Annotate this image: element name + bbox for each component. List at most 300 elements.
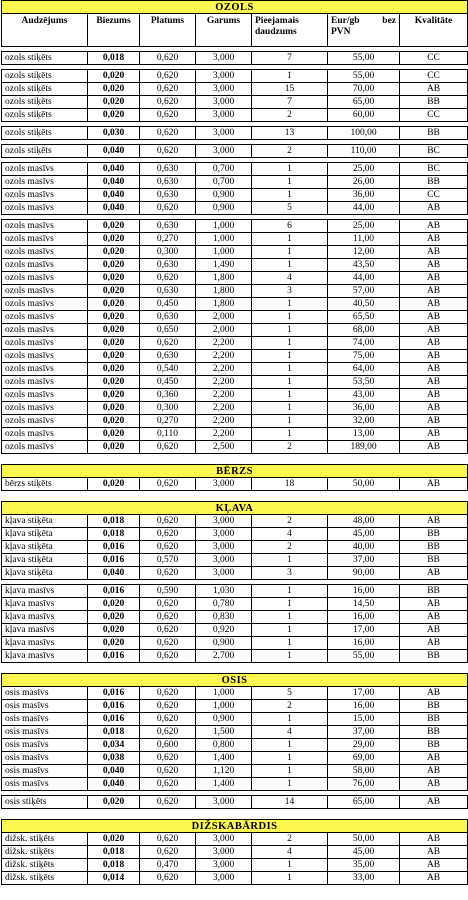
thickness-cell: 0,020 [88,441,140,454]
thickness-cell: 0,020 [88,637,140,650]
qty-cell: 2 [252,145,328,158]
length-cell: 3,000 [196,859,252,872]
table-row [2,752,468,765]
length-cell: 3,000 [196,83,252,96]
length-cell: 3,000 [196,127,252,140]
grade-cell: AB [400,202,468,215]
price-cell: 64,00 [328,363,400,376]
thickness-cell: 0,034 [88,739,140,752]
price-cell: 43,00 [328,389,400,402]
grade-cell: AB [400,324,468,337]
price-cell: 189,00 [328,441,400,454]
table-row [2,478,468,491]
price-header-part: PVN [331,27,351,37]
grade-cell: BB [400,127,468,140]
species-cell: dižsk. stiķēts [2,833,88,846]
species-cell: osis masīvs [2,752,88,765]
table-row [2,598,468,611]
thickness-cell: 0,018 [88,859,140,872]
table-row [2,233,468,246]
grade-cell: AB [400,298,468,311]
qty-cell: 1 [252,259,328,272]
width-cell: 0,570 [140,554,196,567]
price-cell: 70,00 [328,83,400,96]
qty-cell: 1 [252,752,328,765]
thickness-cell: 0,016 [88,650,140,663]
length-cell: 0,800 [196,739,252,752]
section-spacer [2,809,468,820]
price-cell: 16,00 [328,585,400,598]
table-row [2,109,468,122]
grade-cell: CC [400,109,468,122]
qty-cell: 1 [252,650,328,663]
species-cell: ozols masīvs [2,189,88,202]
grade-cell: BB [400,528,468,541]
table-row [2,189,468,202]
length-cell: 1,030 [196,585,252,598]
width-cell: 0,620 [140,833,196,846]
thickness-cell: 0,040 [88,567,140,580]
thickness-cell: 0,020 [88,83,140,96]
price-cell: 55,00 [328,650,400,663]
grade-cell: AB [400,611,468,624]
species-cell: osis stiķēts [2,796,88,809]
thickness-cell: 0,020 [88,350,140,363]
section-title-row [2,1,468,14]
price-cell: 58,00 [328,765,400,778]
length-cell: 2,200 [196,428,252,441]
thickness-cell: 0,018 [88,726,140,739]
price-cell: 37,00 [328,726,400,739]
length-cell: 0,920 [196,624,252,637]
qty-cell: 5 [252,202,328,215]
width-cell: 0,620 [140,567,196,580]
species-header: Audzējums [2,14,88,47]
width-cell: 0,300 [140,402,196,415]
length-cell: 1,000 [196,700,252,713]
price-cell: 55,00 [328,70,400,83]
grade-cell: AB [400,478,468,491]
species-cell: osis masīvs [2,726,88,739]
species-cell: ozols masīvs [2,285,88,298]
table-row [2,202,468,215]
species-cell: ozols masīvs [2,324,88,337]
species-cell: ozols masīvs [2,246,88,259]
table-row [2,363,468,376]
table-row [2,611,468,624]
price-cell: 17,00 [328,687,400,700]
spacer-cell [2,491,468,502]
width-cell: 0,630 [140,350,196,363]
qty-cell: 1 [252,585,328,598]
table-row [2,246,468,259]
length-cell: 2,700 [196,650,252,663]
table-row [2,324,468,337]
table-row [2,220,468,233]
qty-cell: 1 [252,311,328,324]
qty-cell: 1 [252,298,328,311]
price-cell: 69,00 [328,752,400,765]
price-list-table [1,0,468,885]
thickness-cell: 0,040 [88,145,140,158]
species-cell: ozols masīvs [2,363,88,376]
length-cell: 2,200 [196,402,252,415]
table-row [2,528,468,541]
thickness-cell: 0,020 [88,246,140,259]
length-cell: 2,000 [196,324,252,337]
species-cell: ozols masīvs [2,163,88,176]
table-row [2,700,468,713]
qty-cell: 1 [252,337,328,350]
qty-cell: 2 [252,109,328,122]
width-cell: 0,620 [140,541,196,554]
grade-cell: BB [400,585,468,598]
price-cell: 37,00 [328,554,400,567]
species-cell: kļava masīvs [2,624,88,637]
width-header: Platums [140,14,196,47]
table-row [2,376,468,389]
grade-cell: AB [400,796,468,809]
qty-cell: 4 [252,846,328,859]
species-cell: ozols masīvs [2,202,88,215]
length-cell: 1,000 [196,246,252,259]
price-cell: 44,00 [328,272,400,285]
thickness-cell: 0,020 [88,833,140,846]
width-cell: 0,650 [140,324,196,337]
grade-cell: AB [400,83,468,96]
grade-cell: AB [400,259,468,272]
price-cell: 57,00 [328,285,400,298]
grade-cell: CC [400,52,468,65]
length-cell: 3,000 [196,109,252,122]
price-cell: 43,50 [328,259,400,272]
grade-cell: AB [400,598,468,611]
table-row [2,389,468,402]
price-cell: 25,00 [328,220,400,233]
grade-cell: AB [400,350,468,363]
qty-cell: 1 [252,363,328,376]
species-cell: kļava masīvs [2,585,88,598]
species-cell: ozols masīvs [2,415,88,428]
grade-cell: AB [400,272,468,285]
table-row [2,687,468,700]
thickness-cell: 0,020 [88,298,140,311]
thickness-cell: 0,020 [88,389,140,402]
length-cell: 1,800 [196,298,252,311]
grade-cell: AB [400,363,468,376]
thickness-cell: 0,020 [88,428,140,441]
length-cell: 3,000 [196,833,252,846]
species-cell: ozols masīvs [2,259,88,272]
thickness-cell: 0,040 [88,202,140,215]
qty-cell: 1 [252,402,328,415]
width-cell: 0,620 [140,109,196,122]
qty-cell: 1 [252,233,328,246]
grade-cell: AB [400,428,468,441]
width-cell: 0,450 [140,376,196,389]
width-cell: 0,360 [140,389,196,402]
length-cell: 3,000 [196,846,252,859]
species-cell: ozols stiķēts [2,70,88,83]
price-cell: 50,00 [328,478,400,491]
grade-cell: AB [400,233,468,246]
grade-cell: BB [400,700,468,713]
width-cell: 0,620 [140,650,196,663]
length-cell: 3,000 [196,52,252,65]
qty-cell: 3 [252,285,328,298]
species-cell: ozols masīvs [2,337,88,350]
thickness-cell: 0,020 [88,259,140,272]
width-cell: 0,630 [140,259,196,272]
thickness-cell: 0,018 [88,52,140,65]
thickness-cell: 0,016 [88,541,140,554]
grade-cell: AB [400,765,468,778]
species-cell: ozols masīvs [2,389,88,402]
table-row [2,567,468,580]
table-row [2,127,468,140]
grade-cell: BB [400,726,468,739]
qty-cell: 1 [252,611,328,624]
table-row [2,833,468,846]
price-cell: 29,00 [328,739,400,752]
species-cell: ozols stiķēts [2,127,88,140]
grade-cell: AB [400,246,468,259]
table-row [2,272,468,285]
qty-cell: 2 [252,700,328,713]
thickness-cell: 0,020 [88,285,140,298]
thickness-cell: 0,020 [88,324,140,337]
species-cell: kļava stiķēta [2,567,88,580]
grade-cell: AB [400,859,468,872]
price-cell: 32,00 [328,415,400,428]
price-cell: 16,00 [328,637,400,650]
section-title: OSIS [2,674,468,687]
thickness-cell: 0,040 [88,765,140,778]
qty-cell: 13 [252,127,328,140]
table-row [2,624,468,637]
species-cell: kļava stiķēta [2,515,88,528]
qty-cell: 1 [252,713,328,726]
width-cell: 0,620 [140,796,196,809]
width-cell: 0,620 [140,700,196,713]
table-row [2,778,468,791]
qty-cell: 1 [252,70,328,83]
thickness-cell: 0,016 [88,700,140,713]
species-cell: ozols masīvs [2,311,88,324]
spacer-cell [2,809,468,820]
length-cell: 0,700 [196,163,252,176]
grade-cell: AB [400,415,468,428]
thickness-cell: 0,020 [88,70,140,83]
length-cell: 1,400 [196,778,252,791]
table-row [2,872,468,885]
table-row [2,285,468,298]
grade-cell: AB [400,833,468,846]
length-cell: 3,000 [196,96,252,109]
width-cell: 0,630 [140,220,196,233]
price-cell: 17,00 [328,624,400,637]
length-cell: 3,000 [196,145,252,158]
qty-cell: 1 [252,637,328,650]
width-cell: 0,620 [140,726,196,739]
section-title-row [2,502,468,515]
table-row [2,554,468,567]
length-cell: 0,900 [196,189,252,202]
width-cell: 0,630 [140,189,196,202]
table-row [2,637,468,650]
qty-cell: 2 [252,515,328,528]
thickness-cell: 0,020 [88,109,140,122]
thickness-cell: 0,020 [88,337,140,350]
price-header-part: bez [382,16,396,26]
width-cell: 0,470 [140,859,196,872]
table-row [2,713,468,726]
length-cell: 1,800 [196,285,252,298]
table-row [2,739,468,752]
width-cell: 0,620 [140,528,196,541]
price-list-body [2,1,468,885]
width-cell: 0,630 [140,285,196,298]
species-cell: kļava masīvs [2,637,88,650]
price-cell: 36,00 [328,402,400,415]
qty-cell: 1 [252,554,328,567]
grade-cell: AB [400,515,468,528]
table-row [2,350,468,363]
width-cell: 0,620 [140,96,196,109]
section-title: KĻAVA [2,502,468,515]
qty-cell: 4 [252,726,328,739]
table-row [2,145,468,158]
qty-cell: 1 [252,246,328,259]
length-cell: 1,400 [196,752,252,765]
thickness-cell: 0,020 [88,478,140,491]
length-header: Garums [196,14,252,47]
thickness-cell: 0,040 [88,778,140,791]
thickness-cell: 0,020 [88,376,140,389]
length-cell: 1,120 [196,765,252,778]
thickness-cell: 0,040 [88,189,140,202]
qty-cell: 1 [252,415,328,428]
grade-cell: AB [400,778,468,791]
qty-cell: 1 [252,765,328,778]
qty-cell: 2 [252,541,328,554]
grade-cell: AB [400,376,468,389]
length-cell: 1,000 [196,220,252,233]
length-cell: 2,200 [196,350,252,363]
price-cell: 13,00 [328,428,400,441]
species-cell: osis masīvs [2,778,88,791]
species-cell: dižsk. stiķēts [2,859,88,872]
thickness-cell: 0,040 [88,176,140,189]
price-cell: 14,50 [328,598,400,611]
species-cell: kļava stiķēta [2,541,88,554]
length-cell: 0,700 [196,176,252,189]
thickness-cell: 0,020 [88,311,140,324]
length-cell: 2,200 [196,376,252,389]
species-cell: kļava stiķēta [2,554,88,567]
species-cell: ozols stiķēts [2,52,88,65]
price-cell: 40,50 [328,298,400,311]
price-cell: 48,00 [328,515,400,528]
qty-cell: 2 [252,833,328,846]
length-cell: 0,900 [196,637,252,650]
species-cell: ozols stiķēts [2,145,88,158]
length-cell: 2,500 [196,441,252,454]
grade-cell: AB [400,220,468,233]
qty-cell: 1 [252,598,328,611]
qty-cell: 1 [252,176,328,189]
price-cell: 26,00 [328,176,400,189]
spacer-cell [2,454,468,465]
thickness-cell: 0,016 [88,585,140,598]
qty-cell: 3 [252,567,328,580]
width-cell: 0,600 [140,739,196,752]
thickness-cell: 0,016 [88,554,140,567]
width-cell: 0,540 [140,363,196,376]
price-cell: 100,00 [328,127,400,140]
qty-cell: 4 [252,528,328,541]
thickness-cell: 0,020 [88,415,140,428]
grade-cell: BC [400,145,468,158]
width-cell: 0,620 [140,515,196,528]
width-cell: 0,620 [140,70,196,83]
species-cell: ozols masīvs [2,272,88,285]
width-cell: 0,620 [140,752,196,765]
grade-cell: AB [400,441,468,454]
price-cell: 74,00 [328,337,400,350]
price-cell: 110,00 [328,145,400,158]
length-cell: 0,900 [196,713,252,726]
length-cell: 3,000 [196,541,252,554]
table-row [2,515,468,528]
price-cell: 75,00 [328,350,400,363]
qty-cell: 1 [252,859,328,872]
width-cell: 0,620 [140,713,196,726]
width-cell: 0,620 [140,611,196,624]
qty-cell: 1 [252,778,328,791]
grade-cell: AB [400,846,468,859]
grade-cell: BB [400,650,468,663]
species-cell: ozols masīvs [2,402,88,415]
length-cell: 1,500 [196,726,252,739]
width-cell: 0,620 [140,272,196,285]
species-cell: ozols masīvs [2,298,88,311]
length-cell: 0,900 [196,202,252,215]
price-cell: 53,50 [328,376,400,389]
table-row [2,650,468,663]
table-row [2,402,468,415]
section-title-row [2,674,468,687]
qty-cell: 2 [252,441,328,454]
price-cell: 11,00 [328,233,400,246]
qty-cell: 14 [252,796,328,809]
width-cell: 0,630 [140,163,196,176]
grade-cell: AB [400,285,468,298]
price-cell: 65,50 [328,311,400,324]
price-cell: 68,00 [328,324,400,337]
table-row [2,765,468,778]
grade-cell: BB [400,96,468,109]
qty-cell: 1 [252,389,328,402]
qty-cell: 5 [252,687,328,700]
length-cell: 3,000 [196,554,252,567]
length-cell: 3,000 [196,796,252,809]
section-title: OZOLS [2,1,468,14]
price-cell: 25,00 [328,163,400,176]
length-cell: 3,000 [196,872,252,885]
thickness-cell: 0,020 [88,611,140,624]
table-row [2,846,468,859]
